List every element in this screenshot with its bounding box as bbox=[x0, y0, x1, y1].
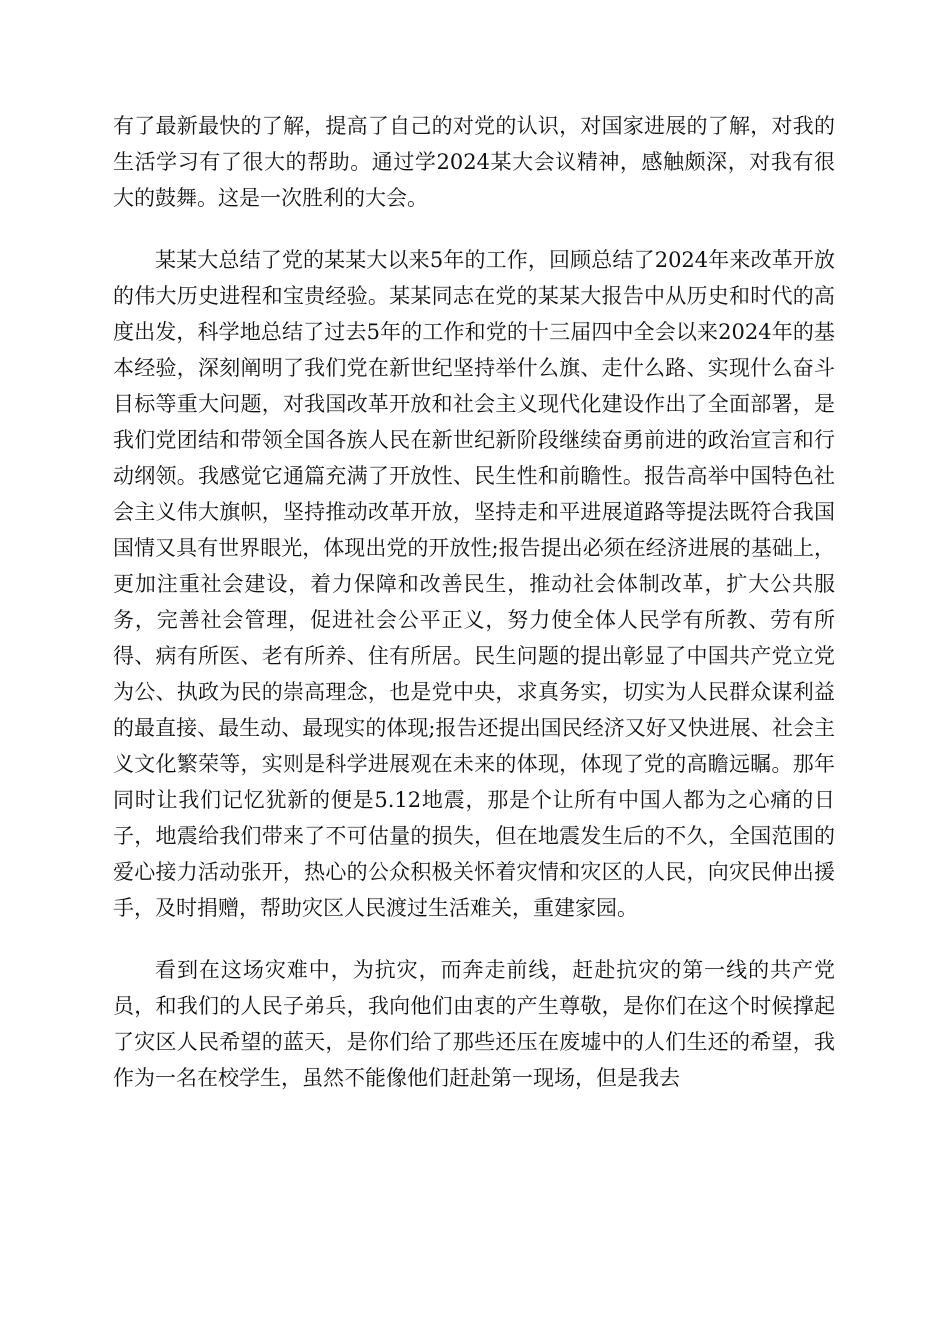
paragraph-summary: 某某大总结了党的某某大以来5年的工作，回顾总结了2024年来改革开放的伟大历史进程和宝贵经验。某某同志在党的某某大报告中从历史和时代的高度出发，科学地总结了过去5年的工作和党的十三届四中全会以来2024年的基本经验，深刻阐明了我们党在新世纪坚持举什么旗、走什么路、实现什么奋斗目标等重大问题，对我国改革开放和社会主义现代化建设作出了全面部署，是我们党团结和带领全国各族人民在新世纪新阶段继续奋勇前进的政治宣言和行动纲领。我感觉它通篇充满了开放性、民生性和前瞻性。报告高举中国特色社会主义伟大旗帜，坚持推动改革开放，坚持走和平进展道路等提法既符合我国国情又具有世界眼光，体现出党的开放性;报告提出必须在经济进展的基础上，更加注重社会建设，着力保障和改善民生，推动社会体制改革，扩大公共服务，完善社会管理，促进社会公平正义，努力使全体人民学有所教、劳有所得、病有所医、老有所养、住有所居。民生问题的提出彰显了中国共产党立党为公、执政为民的崇高理念，也是党中央，求真务实，切实为人民群众谋利益的最直接、最生动、最现实的体现;报告还提出国民经济又好又快进展、社会主义文化繁荣等，实则是科学进展观在未来的体现，体现了党的高瞻远瞩。那年同时让我们记忆犹新的便是5.12地震，那是个让所有中国人都为之心痛的日子，地震给我们带来了不可估量的损失，但在地震发生后的不久，全国范围的爱心接力活动张开，热心的公众积极关怀着灾情和灾区的人民，向灾民伸出援手，及时捐赠，帮助灾区人民渡过生活难关，重建家园。 bbox=[113, 248, 835, 920]
paragraph-disaster: 看到在这场灾难中，为抗灾，而奔走前线，赶赴抗灾的第一线的共产党员，和我们的人民子弟兵，我向他们由衷的产生尊敬，是你们在这个时候撑起了灾区人民希望的蓝天，是你们给了那些还压在废墟中的人们生还的希望，我作为一名在校学生，虽然不能像他们赶赴第一现场，但是我去 bbox=[113, 958, 835, 1090]
paragraph-spacer bbox=[113, 926, 835, 952]
document-page bbox=[113, 108, 835, 1096]
paragraph-continuation: 有了最新最快的了解，提高了自己的对党的认识，对国家进展的了解，对我的生活学习有了很大的帮助。通过学2024某大会议精神，感触颇深，对我有很大的鼓舞。这是一次胜利的大会。 bbox=[113, 114, 835, 210]
paragraph-spacer bbox=[113, 216, 835, 242]
